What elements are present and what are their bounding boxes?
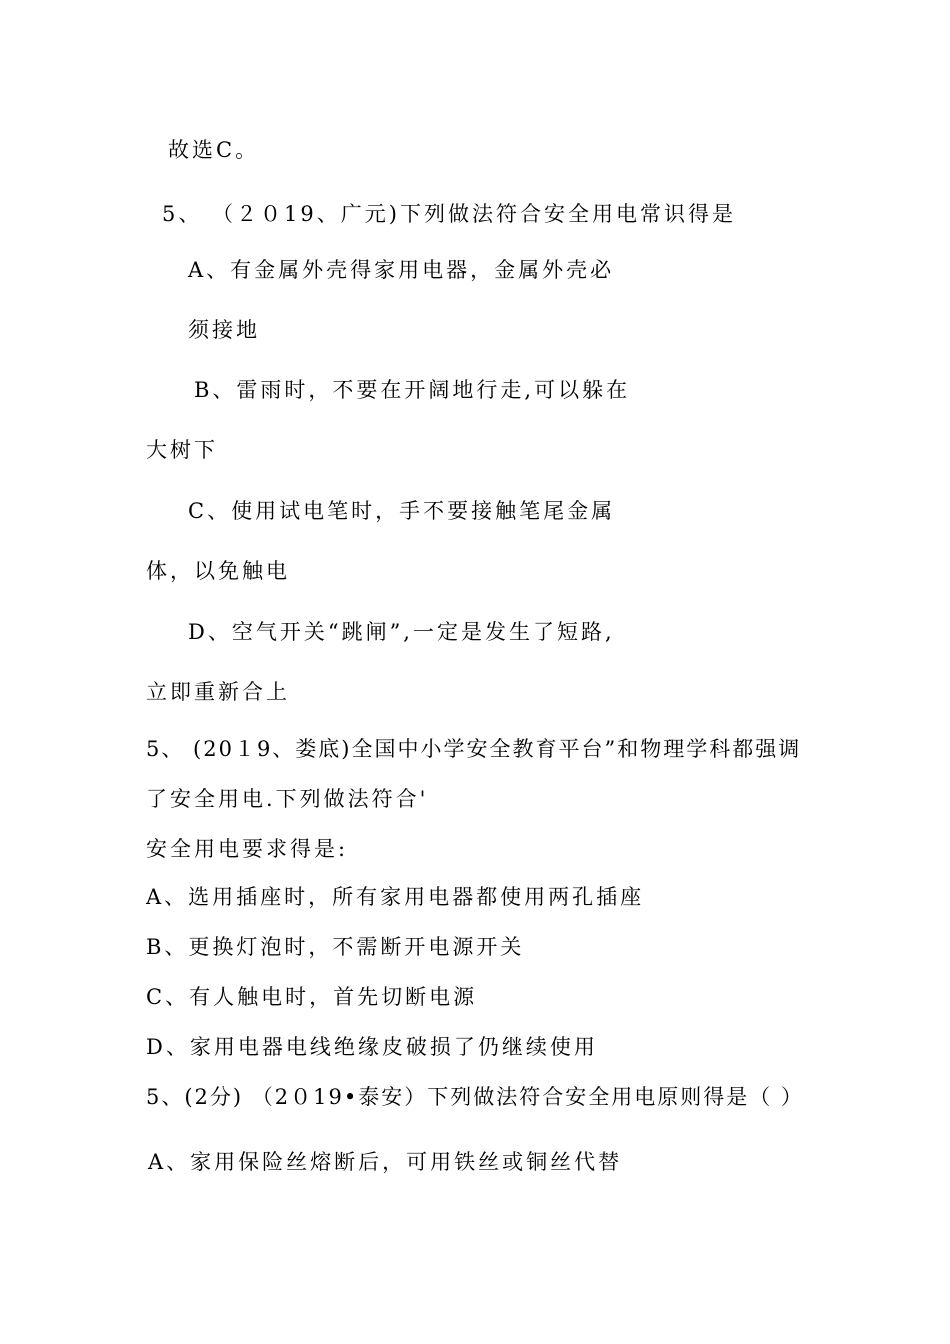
question-taian-stem: 5、(2分) （2０19•泰安）下列做法符合安全用电原则得是（ ）	[146, 1085, 804, 1109]
loudi-option-d: D、家用电器电线绝缘皮破损了仍继续使用	[146, 1035, 598, 1059]
option-b-line-1: B、雷雨时，不要在开阔地行走,可以躲在	[194, 378, 631, 402]
answer-line: 故选C。	[168, 138, 260, 162]
question-loudi-stem-1: 5、 (20１9、娄底)全国中小学安全教育平台”和物理学科都强调	[146, 737, 802, 761]
loudi-option-b: B、更换灯泡时，不需断开电源开关	[146, 935, 525, 959]
option-d-line-1: D、空气开关“跳闸”,一定是发生了短路,	[188, 620, 615, 644]
option-d-line-2: 立即重新合上	[146, 680, 290, 704]
loudi-option-a: A、选用插座时，所有家用电器都使用两孔插座	[146, 885, 645, 909]
option-a-line-1: A、有金属外壳得家用电器，金属外壳必	[188, 258, 615, 282]
question-guangyuan-stem: 5、 （２０19、广元)下列做法符合安全用电常识得是	[162, 202, 736, 226]
option-a-line-2: 须接地	[188, 318, 260, 342]
option-c-line-1: C、使用试电笔时，手不要接触笔尾金属	[188, 499, 616, 523]
option-b-line-2: 大树下	[146, 438, 218, 462]
option-c-line-2: 体，以免触电	[146, 559, 290, 583]
question-loudi-stem-3: 安全用电要求得是:	[146, 837, 349, 861]
question-loudi-stem-2: 了安全用电.下列做法符合'	[146, 787, 429, 811]
taian-option-a: A、家用保险丝熔断后，可用铁丝或铜丝代替	[148, 1150, 623, 1174]
loudi-option-c: C、有人触电时，首先切断电源	[146, 985, 478, 1009]
